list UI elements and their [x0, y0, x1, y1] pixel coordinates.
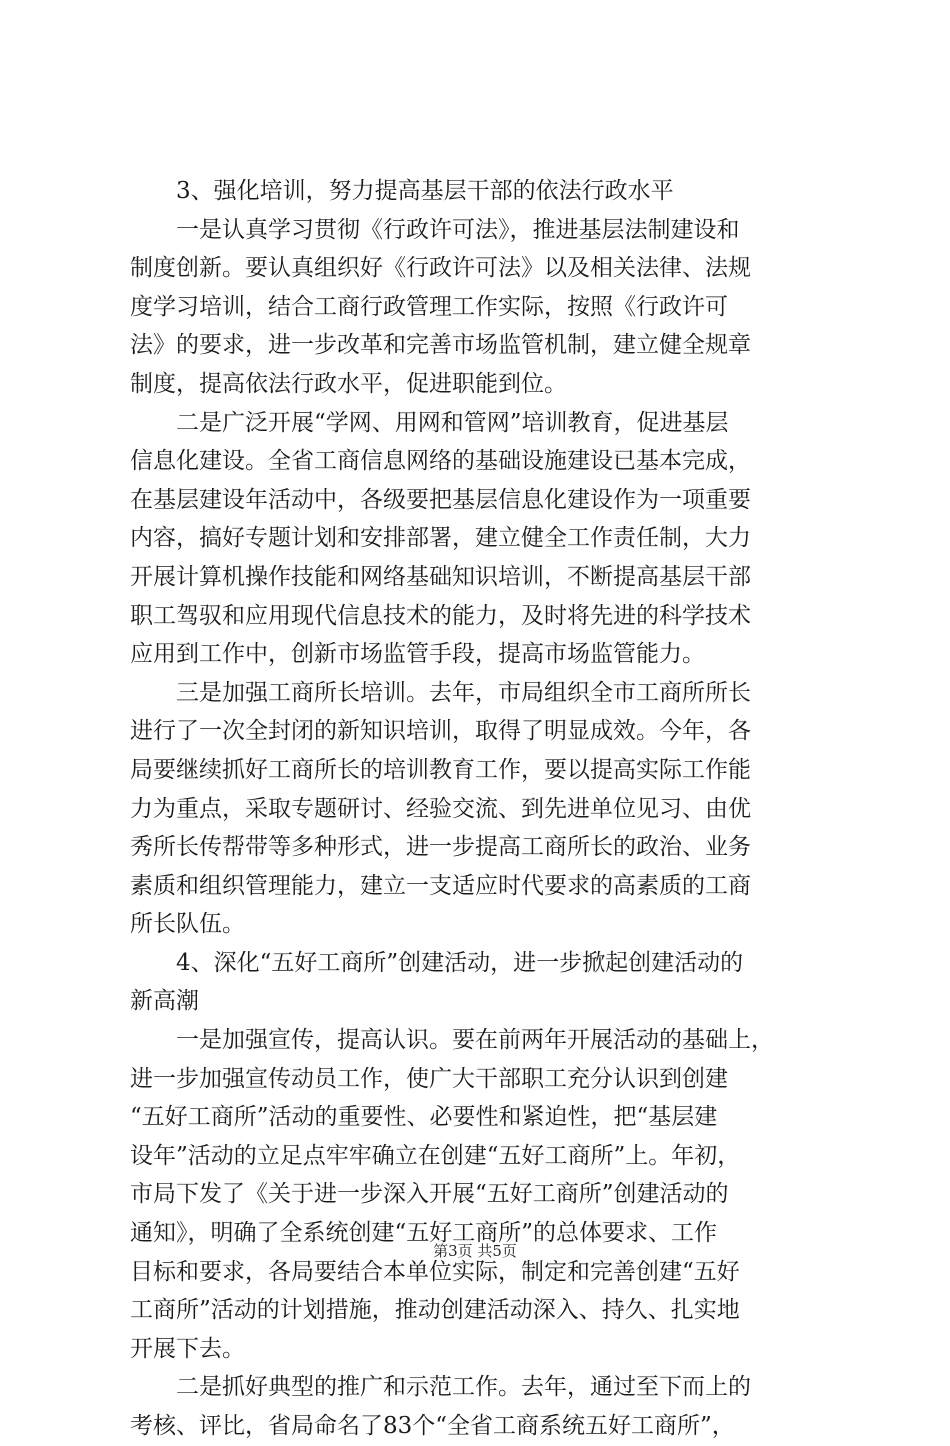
text-line: 三是加强工商所长培训。去年，市局组织全市工商所所长 [130, 679, 751, 706]
text-line: 设年”活动的立足点牢牢确立在创建“五好工商所”上。年初， [130, 1142, 741, 1169]
text-line: 工商所”活动的计划措施，推动创建活动深入、持久、扎实地 [130, 1297, 740, 1324]
text-line: 4、深化“五好工商所”创建活动，进一步掀起创建活动的 [130, 949, 744, 976]
text-line: 新高潮 [130, 988, 199, 1015]
text-line: 法》的要求，进一步改革和完善市场监管机制，建立健全规章 [130, 332, 751, 359]
text-line: 局要继续抓好工商所长的培训教育工作，要以提高实际工作能 [130, 756, 751, 783]
text-line: 度学习培训，结合工商行政管理工作实际，按照《行政许可 [130, 293, 728, 320]
text-line: 目标和要求，各局要结合本单位实际，制定和完善创建“五好 [130, 1258, 740, 1285]
text-line: 一是认真学习贯彻《行政许可法》，推进基层法制建设和 [130, 216, 740, 243]
text-line: 开展计算机操作技能和网络基础知识培训，不断提高基层干部 [130, 563, 751, 590]
page-number-footer: 第3页 共5页 [433, 1242, 517, 1260]
text-line: 制度，提高依法行政水平，促进职能到位。 [130, 370, 567, 397]
text-line: 秀所长传帮带等多种形式，进一步提高工商所长的政治、业务 [130, 834, 751, 861]
text-line: 通知》，明确了全系统创建“五好工商所”的总体要求、工作 [130, 1220, 718, 1247]
text-line: 进一步加强宣传动员工作，使广大干部职工充分认识到创建 [130, 1065, 728, 1092]
text-line: 二是广泛开展“学网、用网和管网”培训教育，促进基层 [130, 409, 729, 436]
text-line: 职工驾驭和应用现代信息技术的能力，及时将先进的科学技术 [130, 602, 751, 629]
text-line: 力为重点，采取专题研讨、经验交流、到先进单位见习、由优 [130, 795, 751, 822]
text-line: 市局下发了《关于进一步深入开展“五好工商所”创建活动的 [130, 1181, 729, 1208]
text-line: 一是加强宣传，提高认识。要在前两年开展活动的基础上， [130, 1027, 774, 1054]
text-line: 3、强化培训，努力提高基层干部的依法行政水平 [130, 178, 674, 204]
text-line: 开展下去。 [130, 1335, 245, 1362]
text-line: 考核、评比，省局命名了83个“全省工商系统五好工商所”， [130, 1413, 735, 1439]
text-line: 素质和组织管理能力，建立一支适应时代要求的高素质的工商 [130, 872, 751, 899]
text-line: 所长队伍。 [130, 911, 245, 938]
text-line: 二是抓好典型的推广和示范工作。去年，通过至下而上的 [130, 1374, 751, 1401]
text-line: 应用到工作中，创新市场监管手段，提高市场监管能力。 [130, 641, 705, 668]
text-line: 制度创新。要认真组织好《行政许可法》以及相关法律、法规 [130, 255, 751, 282]
text-line: 内容，搞好专题计划和安排部署，建立健全工作责任制，大力 [130, 525, 751, 552]
text-line: 进行了一次全封闭的新知识培训，取得了明显成效。今年，各 [130, 718, 751, 745]
text-line: 在基层建设年活动中，各级要把基层信息化建设作为一项重要 [130, 486, 751, 513]
text-line: 信息化建设。全省工商信息网络的基础设施建设已基本完成， [130, 448, 751, 475]
text-line: “五好工商所”活动的重要性、必要性和紧迫性，把“基层建 [130, 1104, 718, 1131]
